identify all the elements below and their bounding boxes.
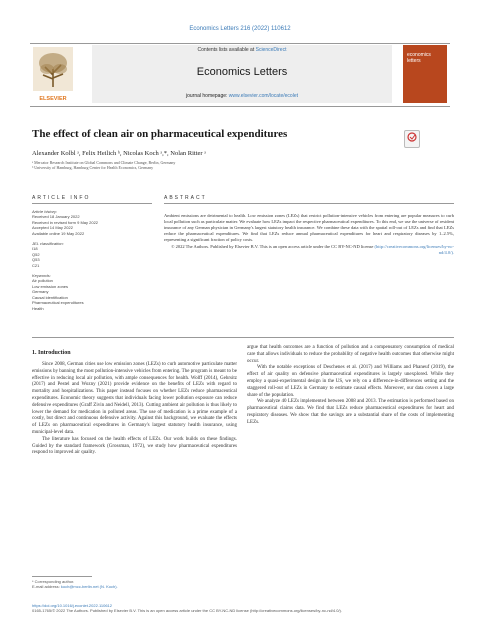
article-history bbox=[32, 209, 152, 311]
journal-citation[interactable]: Economics Letters 216 (2022) 110612 bbox=[189, 26, 291, 32]
sciencedirect-link[interactable]: ScienceDirect bbox=[255, 47, 287, 53]
doi-link[interactable]: https://doi.org/10.1016/j.econlet.2022.110612 bbox=[32, 603, 112, 608]
abstract-body bbox=[164, 213, 454, 256]
publisher-wordmark: ELSEVIER bbox=[39, 96, 67, 102]
affiliation-a: ᵃ Mercator Research Institute on Global Commons and Climate Change, Berlin, Germany bbox=[32, 160, 176, 165]
keyword: Air pollution bbox=[32, 278, 53, 284]
keyword: Causal identification bbox=[32, 294, 68, 300]
journal-homepage bbox=[92, 93, 392, 99]
contents-prefix: Contents lists available at bbox=[197, 47, 255, 53]
divider bbox=[32, 203, 152, 204]
article-info-heading: ARTICLE INFO bbox=[32, 195, 91, 201]
footer bbox=[32, 603, 454, 613]
abstract-copyright bbox=[164, 244, 454, 256]
keyword: Low emission zones bbox=[32, 283, 69, 289]
affiliations bbox=[32, 160, 392, 170]
paragraph: With the notable exceptions of Deschenes et al. (2017) and Williams and Phaneuf (2019), the effect of air quality on defensive pharmaceutical expenditures is largely unexplored. While they employ a quasi-experimental design in the US, we rely on a difference-in-differences setting and the staggered roll-out of LEZs in Germany to estimate causal effects. Moreover, our data covers a large share of the population. bbox=[247, 365, 454, 398]
abstract-heading: ABSTRACT bbox=[164, 195, 207, 201]
author-list: Alexander Kolbl ᵃ, Felix Heilich ᵇ, Nicolas Koch ᵃ,*, Nolan Ritter ᵃ bbox=[32, 150, 206, 157]
paragraph: argue that health outcomes are a function of pollution and a compensatory consumption of medical care that allows individuals to reduce the probability of negative health outcomes that otherwise might occur. bbox=[247, 345, 454, 364]
jel-label: JEL classification: bbox=[32, 241, 64, 247]
intro-left-column bbox=[32, 362, 237, 457]
footnote-corresponding bbox=[32, 579, 232, 589]
license-link[interactable]: (http://creativecommons.org/licenses/by-nc-nd/4.0/). bbox=[374, 244, 454, 255]
jel-item: C21 bbox=[32, 262, 40, 268]
jel-item: Q52 bbox=[32, 251, 40, 257]
history-item: Available online 19 May 2022 bbox=[32, 230, 85, 236]
paragraph: Since 2008, German cities use low emission zones (LEZs) to curb automotive particulate matter emissions by banning the most pollution-intensive vehicles from entering. The program is meant to be effective in reducing local air pollution, with ample consequences for health. Wolff (2014), Gehrsitz (2017) and Pestel and Wozny (2021) provide evidence on the benefits of LEZs with regard to mortality and hospitalizations. This paper instead focuses on whether LEZs reduce pharmaceutical expenditures. Economic theory suggests that individuals facing lower pollution exposure can reduce defensive expenditures (Graff Zivin and Neidell, 2013). Cutting ambient air pollution is thus likely to lower the demand for medication in polluted areas. The use of medication is a prime example of a costly, but direct and continuous defensive activity. Against this background, we evaluate the effects of LEZs on pharmaceutical expenditures in Germany's largest statutory health insurance, using municipal-level data. bbox=[32, 362, 237, 435]
history-item: Received 18 January 2022 bbox=[32, 214, 80, 220]
jel-item: I18 bbox=[32, 246, 38, 252]
keyword: Pharmaceutical expenditures bbox=[32, 300, 84, 306]
journal-cover-text: economics letters bbox=[407, 52, 431, 64]
keywords-label: Keywords: bbox=[32, 273, 51, 279]
email-link[interactable]: koch@mcc-berlin.net (N. Koch). bbox=[60, 584, 118, 589]
footnote-divider bbox=[32, 576, 92, 577]
history-item: Received in revised form 9 May 2022 bbox=[32, 219, 99, 225]
keyword: Germany bbox=[32, 289, 49, 295]
paragraph: We analyze 40 LEZs implemented between 2008 and 2013. The estimation is performed based on pharmaceutical claims data. We find that LEZs reduce pharmaceutical expenditures for heart and respiratory diseases. We show that the savings are a substantial share of the costs of implementing LEZs. bbox=[247, 399, 454, 425]
keyword: Health bbox=[32, 305, 44, 311]
check-for-updates-icon[interactable] bbox=[404, 130, 420, 148]
copyright-text: © 2022 The Authors. Published by Elsevier B.V. This is an open access article under the CC BY-NC-ND license bbox=[171, 244, 374, 249]
jel-item: Q53 bbox=[32, 257, 40, 263]
email-label: E-mail address: bbox=[32, 584, 60, 589]
issn-line: 0165-1765/© 2022 The Authors. Published by Elsevier B.V. This is an open access article under the CC BY-NC-ND license (http://creativecommons.org/licenses/by-nc-nd/4.0/). bbox=[32, 608, 342, 613]
article-title: The effect of clean air on pharmaceutical expenditures bbox=[32, 128, 288, 140]
elsevier-logo-icon bbox=[33, 47, 73, 101]
email-line bbox=[32, 584, 232, 589]
history-item: Accepted 14 May 2022 bbox=[32, 225, 73, 231]
history-label: Article history: bbox=[32, 209, 58, 214]
intro-heading: 1. Introduction bbox=[32, 350, 71, 356]
divider bbox=[32, 337, 454, 338]
contents-line bbox=[92, 47, 392, 53]
corresponding-note: * Corresponding author. bbox=[32, 579, 75, 584]
paragraph: The literature has focused on the health effects of LEZs. Our work builds on these findings. Guided by the standard framework (Grossman, 1972), we study how pharmaceutical expenditures respond to improved air quality. bbox=[32, 436, 237, 456]
abstract-text: Ambient emissions are detrimental to health. Low emission zones (LEZs) that restrict pollution-intensive vehicles from entering are popular measures to curb local pollution such as particulate matter. We evaluate how LEZs impact the respective pharmaceutical expenditures. To this end, we use the universe of resident insurance of any German physician in Germany's largest statutory health insurance. We combine these data with the spatial roll-out of LEZs and find that LEZs reduce the pharmaceutical expenditures. We find that LEZs reduce annual pharmaceutical expenditures for heart and respiratory diseases by 1–2.5%, representing a significant fraction of policy costs. bbox=[164, 213, 454, 242]
affiliation-b: ᵇ University of Hamburg, Hamburg Center for Health Economics, Germany bbox=[32, 165, 154, 170]
intro-right-column bbox=[247, 345, 454, 427]
homepage-prefix: journal homepage: bbox=[185, 93, 228, 99]
journal-name: Economics Letters bbox=[196, 66, 288, 78]
divider bbox=[164, 203, 454, 204]
homepage-link[interactable]: www.elsevier.com/locate/ecolet bbox=[228, 93, 298, 99]
